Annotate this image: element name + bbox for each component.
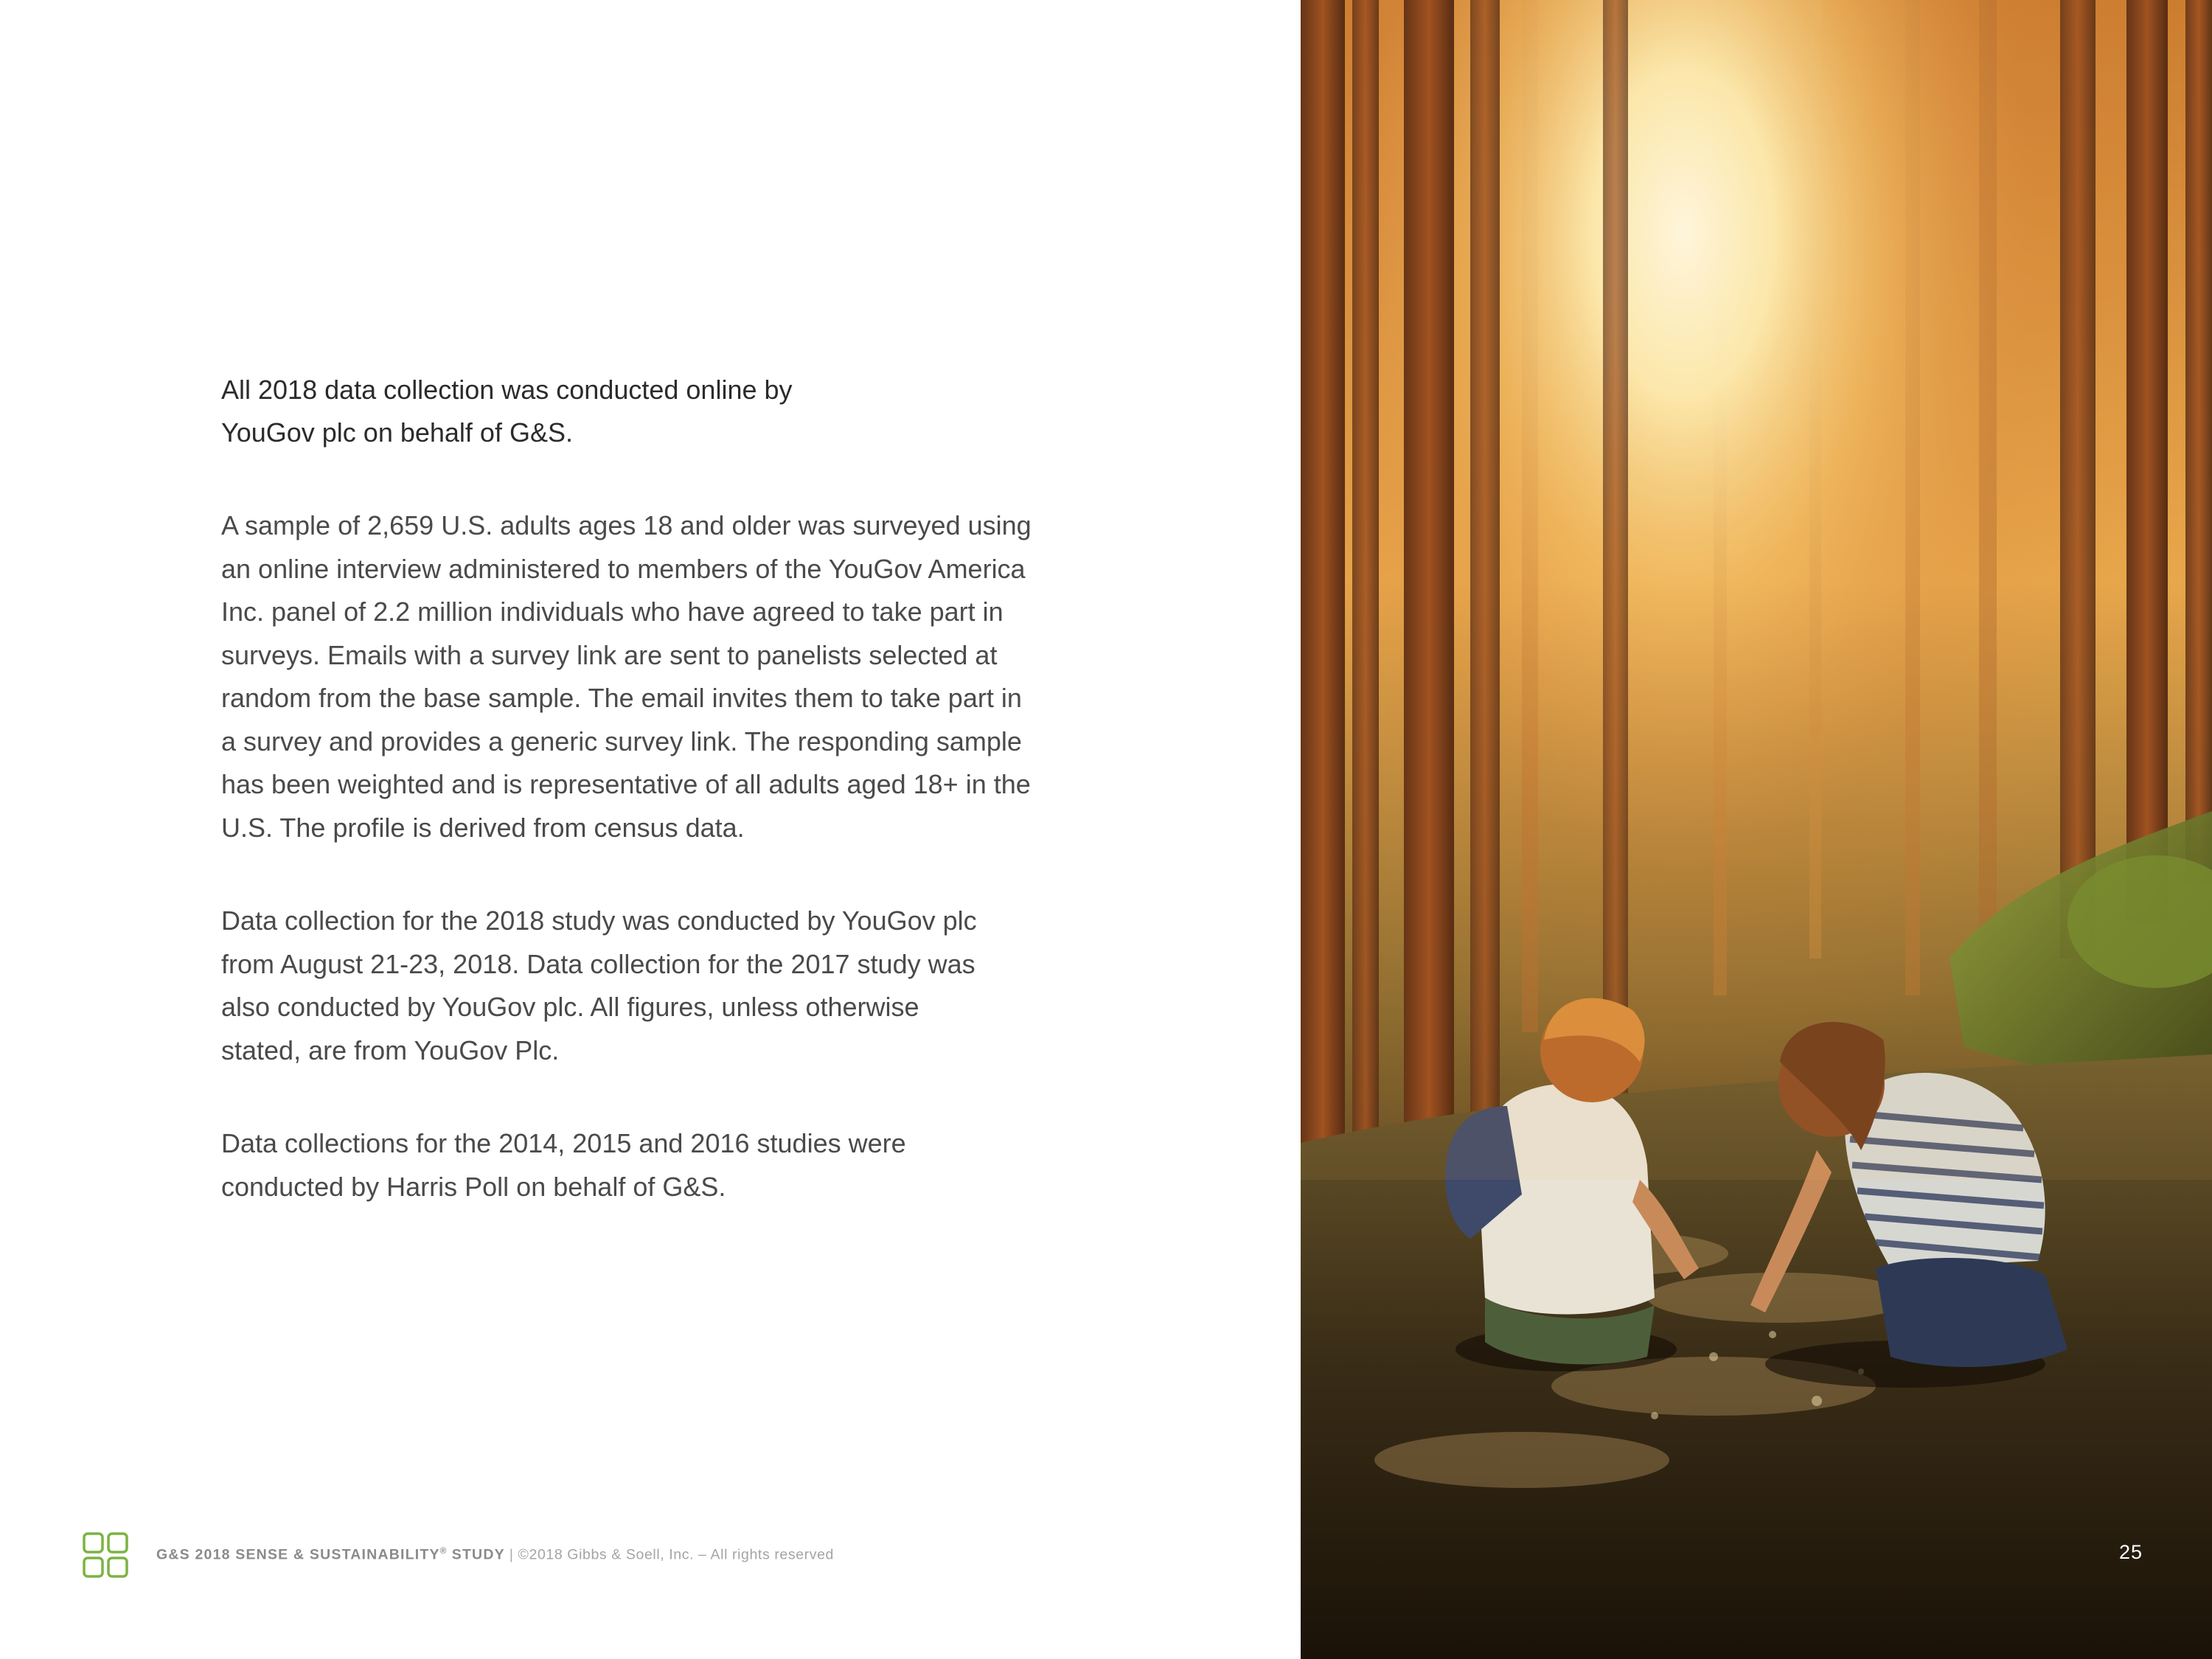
- registered-mark: ®: [439, 1545, 448, 1556]
- footer-copyright: ©2018 Gibbs & Soell, Inc. – All rights reserved: [518, 1546, 834, 1563]
- page-footer: [83, 1529, 1262, 1579]
- data-collection-2018-paragraph: Data collection for the 2018 study was conducted by YouGov plc from August 21-23, 2018. Data collection for the 2017 study was also conducted by YouGov plc. All figures, unless otherwise stated, are from YouGov Plc.: [221, 905, 977, 1065]
- forest-children-photo: [1301, 0, 2212, 1659]
- footer-brand: G&S 2018 SENSE & SUSTAINABILITY: [156, 1546, 440, 1563]
- footer-text: [156, 1545, 834, 1564]
- footer-separator: |: [504, 1546, 518, 1563]
- sample-paragraph: A sample of 2,659 U.S. adults ages 18 and older was surveyed using an online interview administered to members of the YouGov America Inc. panel of 2.2 million individuals who have agreed to take part in surveys. Emails with a survey link are sent to panelists selected at random from the base sample. The email invites them to take part in a survey and provides a generic survey link. The responding sample has been weighted and is representative of all adults aged 18+ in the U.S. The profile is derived from census data.: [221, 510, 1032, 843]
- page-number: 25: [2118, 1541, 2143, 1563]
- footer-brand-suffix: STUDY: [447, 1546, 505, 1563]
- forest-photo-illustration: [1301, 0, 2212, 1659]
- lead-paragraph: All 2018 data collection was conducted online by YouGov plc on behalf of G&S.: [221, 375, 793, 448]
- methodology-content: [221, 369, 1062, 1259]
- prior-studies-paragraph: Data collections for the 2014, 2015 and 2016 studies were conducted by Harris Poll on behalf of G&S.: [221, 1128, 906, 1202]
- gs-logo-icon: [83, 1532, 128, 1578]
